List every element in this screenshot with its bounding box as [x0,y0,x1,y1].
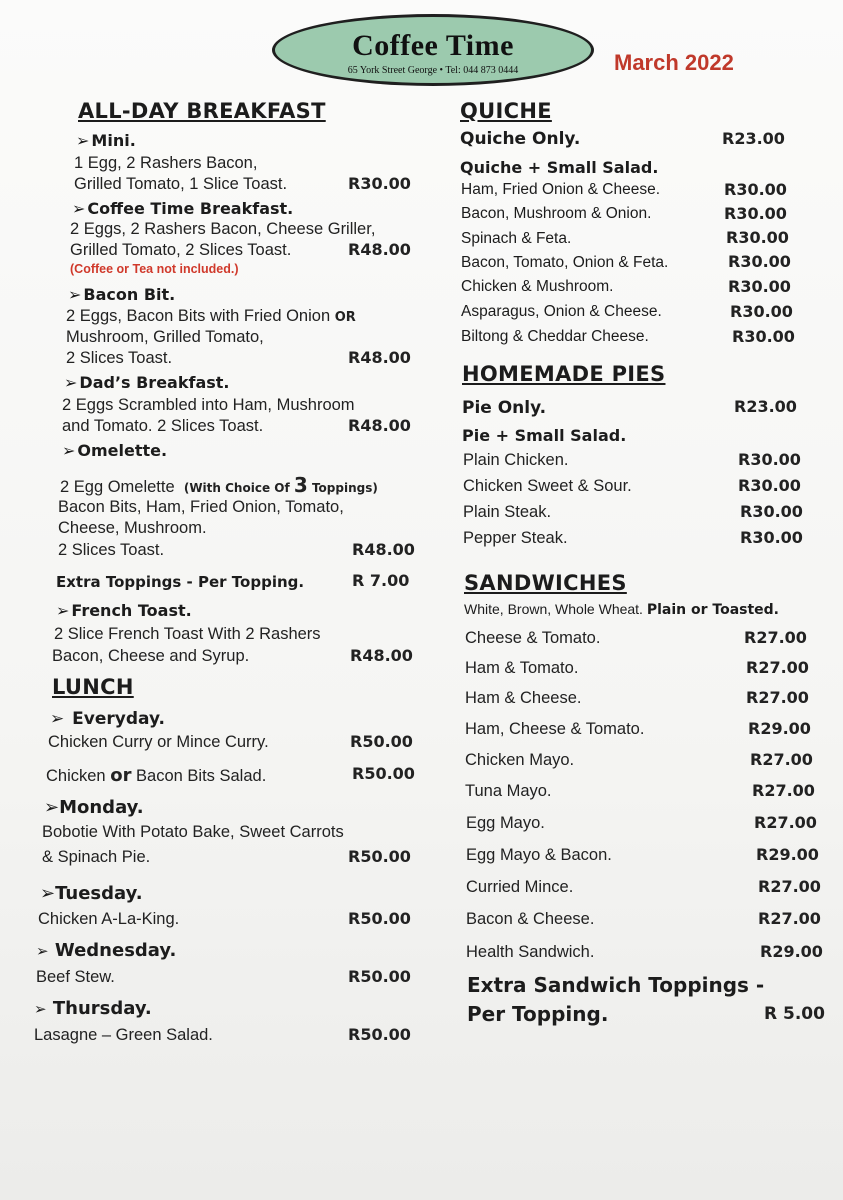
pie-only-label: Pie Only. [462,398,547,418]
everyday-price2: R50.00 [352,764,415,783]
sandwich-item-name: Tuna Mayo. [465,782,552,800]
quiche-salad-label: Quiche + Small Salad. [460,158,659,177]
mini-title: ➢ Mini. [76,131,136,150]
arrow-icon: ➢ [62,441,76,460]
pie-item-name: Plain Steak. [463,503,552,521]
quiche-only-price: R23.00 [722,129,785,148]
wednesday-price: R50.00 [348,967,411,986]
sandwich-item-price: R29.00 [756,845,819,864]
omelette-line4: 2 Slices Toast. [58,541,165,559]
dads-price: R48.00 [348,416,411,435]
everyday-title: ➢ Everyday. [50,709,165,729]
sandwich-item-name: Bacon & Cheese. [466,910,595,928]
sandwich-item-price: R29.00 [748,719,811,738]
menu-date: March 2022 [614,50,734,75]
everyday-price1: R50.00 [350,732,413,751]
quiche-item-name: Biltong & Cheddar Cheese. [461,328,649,345]
quiche-item-price: R30.00 [732,327,795,346]
quiche-item-price: R30.00 [728,277,791,296]
dads-breakfast-title: ➢ Dad’s Breakfast. [64,373,230,392]
arrow-icon: ➢ [64,373,78,392]
monday-line1: Bobotie With Potato Bake, Sweet Carrots [42,823,344,841]
extra-toppings-price: R 7.00 [352,571,410,590]
sandwiches-heading: SANDWICHES [464,571,627,595]
coffee-tea-note: (Coffee or Tea not included.) [70,262,239,276]
wednesday-item: Beef Stew. [36,968,115,986]
sandwich-item-name: Chicken Mayo. [465,751,575,769]
mini-line2: Grilled Tomato, 1 Slice Toast. [74,175,288,193]
wednesday-title: ➢ Wednesday. [36,940,177,961]
sandwich-item-price: R27.00 [746,658,809,677]
dads-line1: 2 Eggs Scrambled into Ham, Mushroom [62,396,355,414]
omelette-line3: Cheese, Mushroom. [58,519,207,537]
quiche-item-name: Ham, Fried Onion & Cheese. [461,181,661,198]
arrow-icon: ➢ [56,601,70,620]
bacon-bit-line1: 2 Eggs, Bacon Bits with Fried Onion OR [66,307,356,325]
french-toast-line2: Bacon, Cheese and Syrup. [52,647,250,665]
logo-address: 65 York Street George • Tel: 044 873 0444 [347,65,519,76]
omelette-line2: Bacon Bits, Ham, Fried Onion, Tomato, [58,498,344,516]
lunch-heading: LUNCH [52,675,134,699]
pie-only-price: R23.00 [734,397,797,416]
pies-heading: HOMEMADE PIES [462,362,666,386]
sandwich-item-price: R27.00 [758,877,821,896]
logo-title: Coffee Time [352,29,514,62]
french-toast-price: R48.00 [350,646,413,665]
sandwich-item-name: Ham, Cheese & Tomato. [465,720,645,738]
sandwich-item-price: R27.00 [754,813,817,832]
sandwich-item-price: R27.00 [750,750,813,769]
mini-line1: 1 Egg, 2 Rashers Bacon, [74,154,258,172]
dads-line2: and Tomato. 2 Slices Toast. [62,417,264,435]
arrow-icon: ➢ [40,883,56,904]
pie-item-price: R30.00 [740,528,803,547]
pie-salad-label: Pie + Small Salad. [462,426,627,445]
omelette-title: ➢ Omelette. [62,441,168,460]
quiche-item-price: R30.00 [726,228,789,247]
pie-item-name: Pepper Steak. [463,529,568,547]
sandwich-item-price: R27.00 [744,628,807,647]
pie-item-price: R30.00 [740,502,803,521]
tuesday-item: Chicken A-La-King. [38,910,180,928]
bacon-bit-line2: Mushroom, Grilled Tomato, [66,328,264,346]
sandwich-item-name: Cheese & Tomato. [465,629,601,647]
arrow-icon: ➢ [36,942,49,960]
monday-price: R50.00 [348,847,411,866]
arrow-icon: ➢ [68,285,82,304]
french-toast-line1: 2 Slice French Toast With 2 Rashers [54,625,321,643]
arrow-icon: ➢ [34,1000,47,1018]
sandwich-item-price: R29.00 [760,942,823,961]
quiche-item-name: Bacon, Mushroom & Onion. [461,205,652,222]
bread-options-note: White, Brown, Whole Wheat. Plain or Toasted. [464,601,780,618]
sandwich-item-name: Ham & Tomato. [465,659,579,677]
french-toast-title: ➢ French Toast. [56,601,192,620]
coffee-time-price: R48.00 [348,240,411,259]
quiche-heading: QUICHE [460,99,552,123]
extra-sandwich-toppings-label: Extra Sandwich Toppings - [467,973,765,997]
quiche-only-label: Quiche Only. [460,129,581,149]
pie-item-price: R30.00 [738,476,801,495]
sandwich-item-name: Egg Mayo & Bacon. [466,846,612,864]
monday-line2: & Spinach Pie. [42,848,151,866]
thursday-title: ➢ Thursday. [34,998,152,1019]
thursday-price: R50.00 [348,1025,411,1044]
pie-item-name: Chicken Sweet & Sour. [463,477,632,495]
bacon-bit-line3: 2 Slices Toast. [66,349,173,367]
coffee-time-logo [272,14,594,86]
pie-item-name: Plain Chicken. [463,451,569,469]
quiche-item-price: R30.00 [728,252,791,271]
bacon-bit-price: R48.00 [348,348,411,367]
sandwich-item-price: R27.00 [758,909,821,928]
coffee-time-line2: Grilled Tomato, 2 Slices Toast. [70,241,292,259]
arrow-icon: ➢ [44,797,60,818]
extra-toppings-label: Extra Toppings - Per Topping. [56,573,305,591]
quiche-item-price: R30.00 [724,180,787,199]
tuesday-price: R50.00 [348,909,411,928]
omelette-line1: 2 Egg Omelette (With Choice Of 3 Toppings) [60,473,378,497]
quiche-item-price: R30.00 [724,204,787,223]
arrow-icon: ➢ [50,709,65,729]
sandwich-item-name: Curried Mince. [466,878,574,896]
quiche-item-name: Chicken & Mushroom. [461,278,614,295]
arrow-icon: ➢ [72,199,86,218]
quiche-item-name: Spinach & Feta. [461,230,572,247]
extra-sandwich-price: R 5.00 [764,1004,825,1024]
quiche-item-name: Bacon, Tomato, Onion & Feta. [461,254,669,271]
bacon-bit-title: ➢ Bacon Bit. [68,285,176,304]
extra-sandwich-per-topping: Per Topping. [467,1002,609,1026]
sandwich-item-name: Health Sandwich. [466,943,595,961]
quiche-item-price: R30.00 [730,302,793,321]
coffee-time-breakfast-title: ➢ Coffee Time Breakfast. [72,199,294,218]
sandwich-item-price: R27.00 [746,688,809,707]
pie-item-price: R30.00 [738,450,801,469]
breakfast-heading: ALL-DAY BREAKFAST [78,99,326,123]
monday-title: ➢Monday. [44,797,144,818]
everyday-item2: Chicken or Bacon Bits Salad. [46,765,267,786]
arrow-icon: ➢ [76,131,90,150]
mini-price: R30.00 [348,174,411,193]
sandwich-item-name: Egg Mayo. [466,814,545,832]
thursday-item: Lasagne – Green Salad. [34,1026,213,1044]
quiche-item-name: Asparagus, Onion & Cheese. [461,303,662,320]
sandwich-item-name: Ham & Cheese. [465,689,582,707]
omelette-price: R48.00 [352,540,415,559]
coffee-time-line1: 2 Eggs, 2 Rashers Bacon, Cheese Griller, [70,220,376,238]
sandwich-item-price: R27.00 [752,781,815,800]
tuesday-title: ➢Tuesday. [40,883,143,904]
everyday-item1: Chicken Curry or Mince Curry. [48,733,269,751]
